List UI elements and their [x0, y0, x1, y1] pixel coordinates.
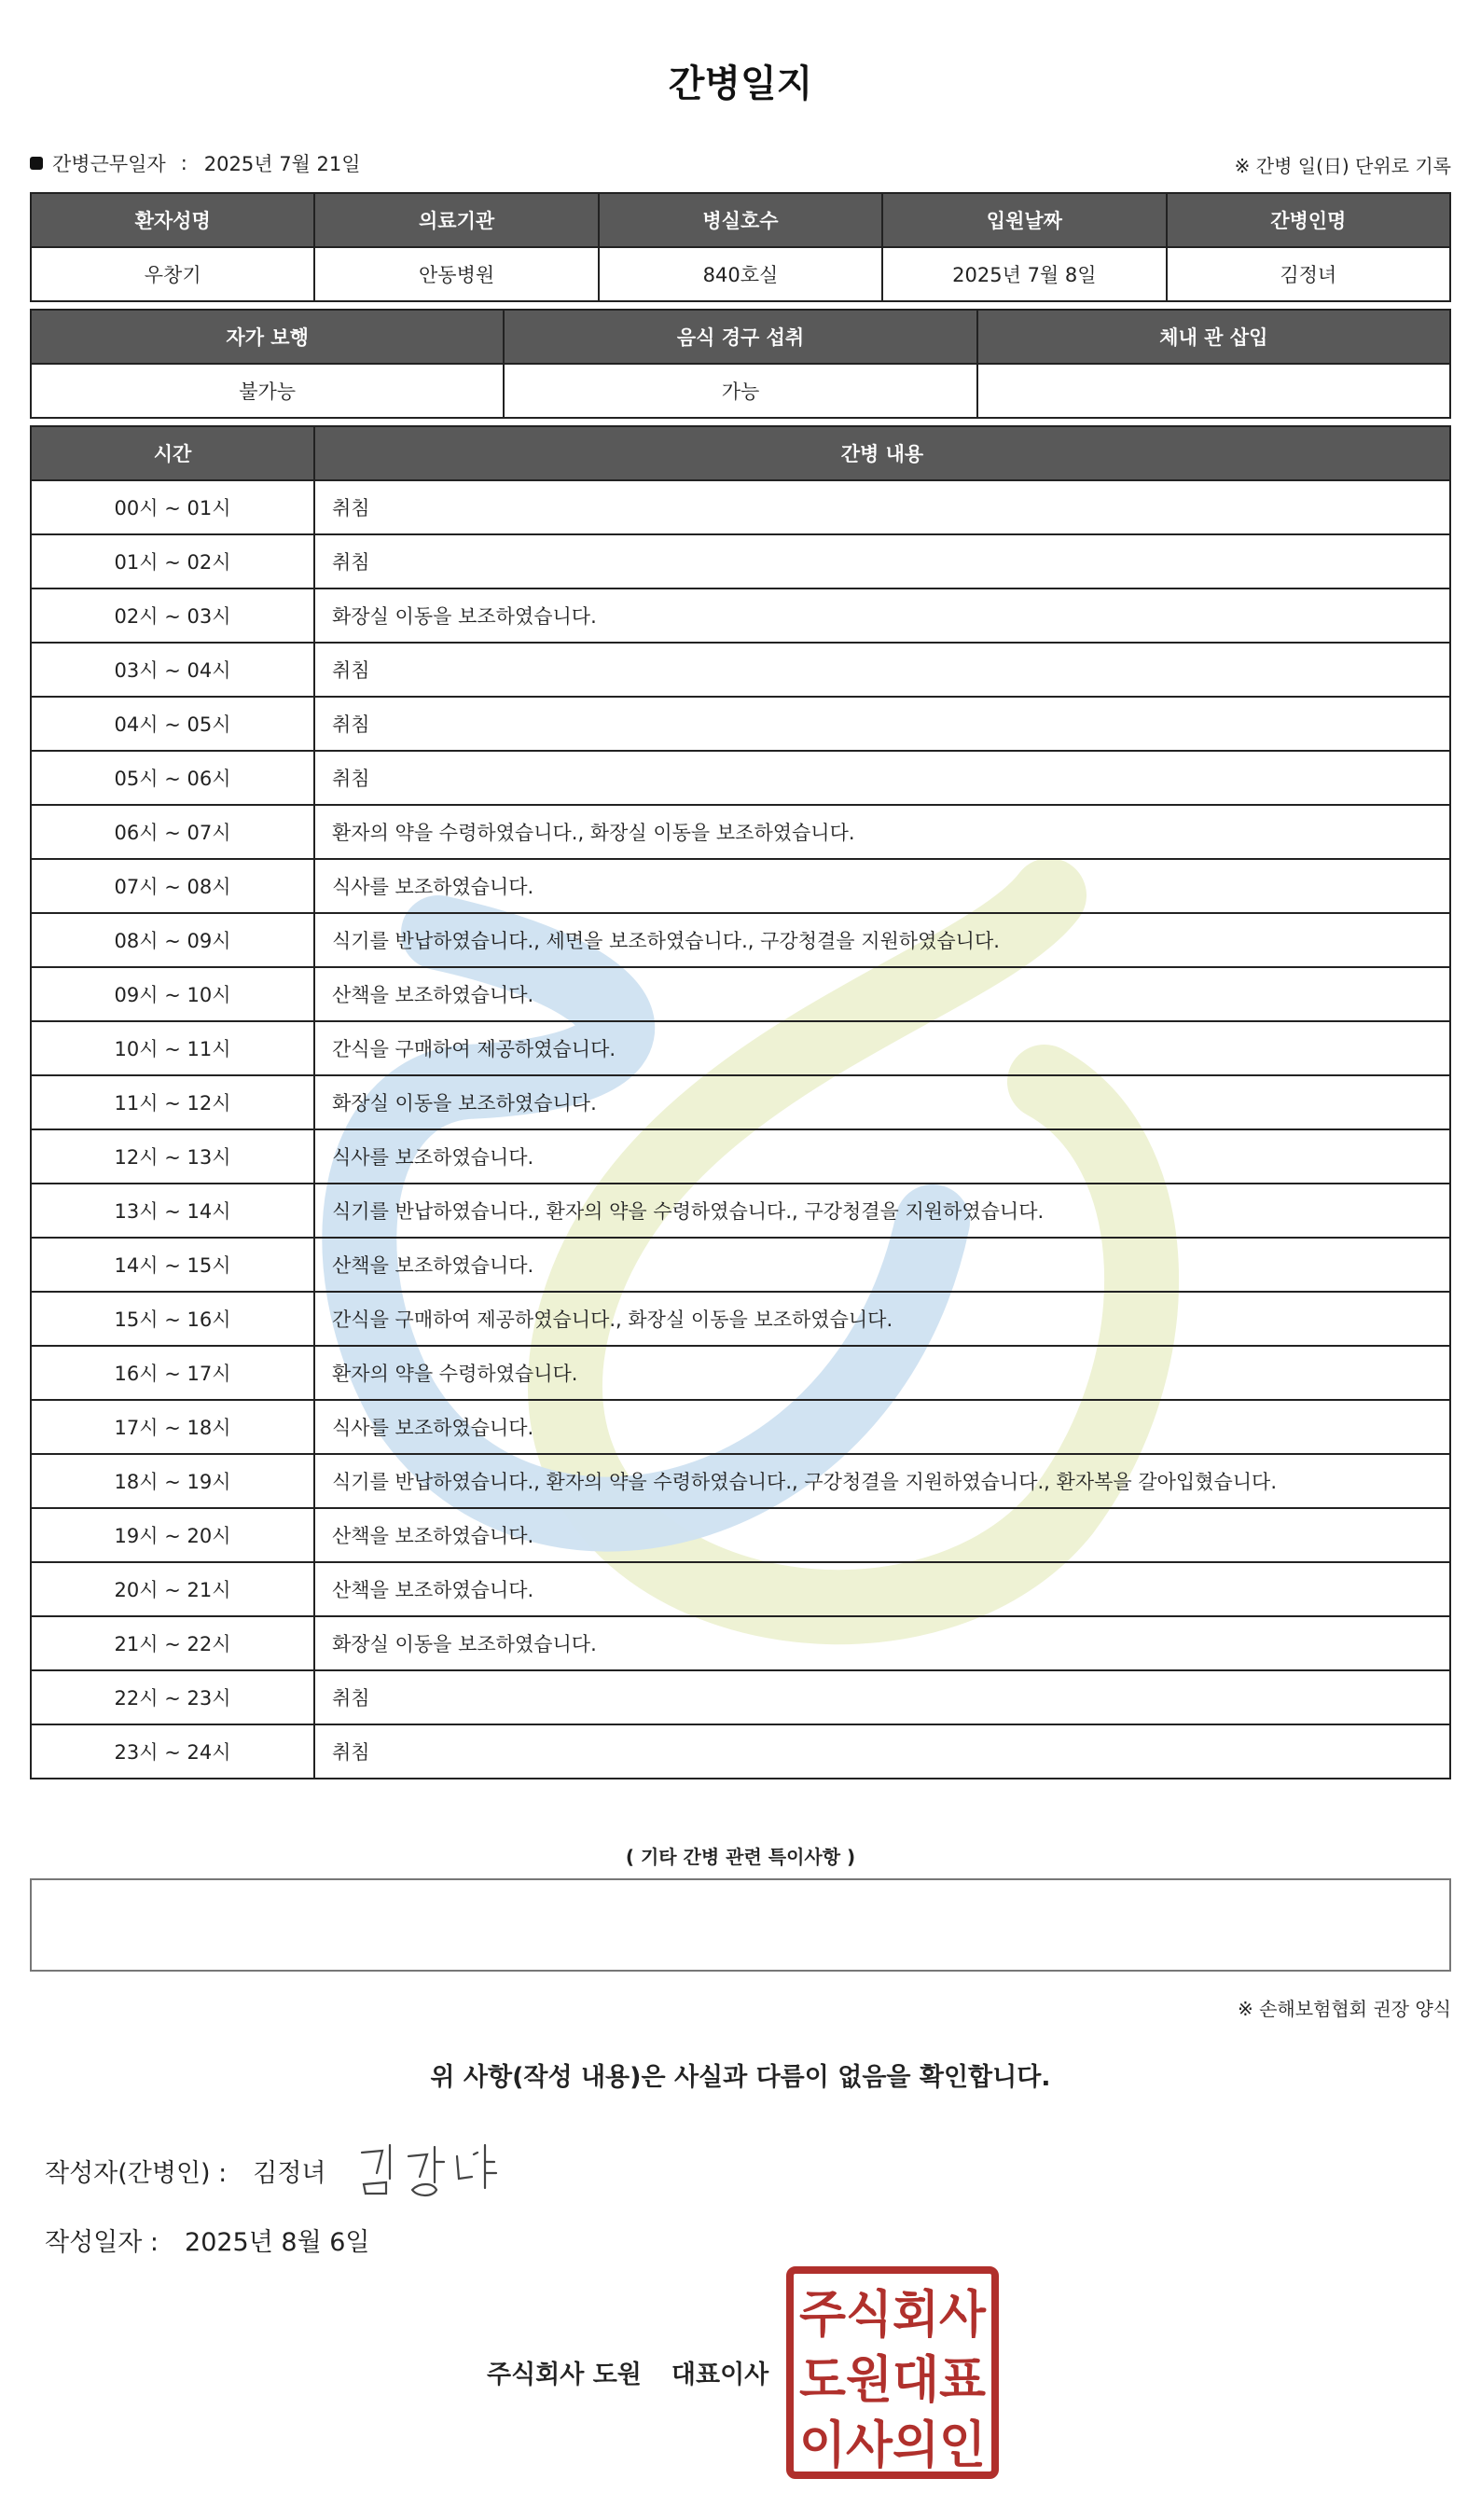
care-log-table [30, 425, 1451, 1779]
patient-info-table [30, 192, 1451, 302]
care-content-cell: 화장실 이동을 보조하였습니다. [314, 1616, 1450, 1670]
time-cell: 20시 ~ 21시 [31, 1562, 314, 1616]
writer-name: 김정녀 [253, 2159, 326, 2188]
care-content-cell: 식기를 반납하였습니다., 환자의 약을 수령하였습니다., 구강청결을 지원하였습니다., 환자복을 갈아입혔습니다. [314, 1454, 1450, 1508]
bullet-icon [30, 157, 43, 170]
time-cell: 22시 ~ 23시 [31, 1670, 314, 1724]
table-row [31, 1346, 1450, 1400]
care-content-cell: 화장실 이동을 보조하였습니다. [314, 588, 1450, 643]
care-content-cell: 식사를 보조하였습니다. [314, 859, 1450, 913]
company-name: 주식회사 도원 [487, 2361, 642, 2389]
table-row [31, 751, 1450, 805]
care-content-cell: 화장실 이동을 보조하였습니다. [314, 1075, 1450, 1129]
time-cell: 18시 ~ 19시 [31, 1454, 314, 1508]
care-content-cell: 환자의 약을 수령하였습니다., 화장실 이동을 보조하였습니다. [314, 805, 1450, 859]
company-seal [786, 2266, 999, 2479]
work-date [30, 149, 361, 177]
table-row [31, 1400, 1450, 1454]
header-caregiver: 간병인명 [1167, 193, 1450, 247]
remarks-text [32, 1880, 1449, 1910]
table-row [31, 805, 1450, 859]
admission-date: 2025년 7월 8일 [882, 247, 1166, 301]
time-cell: 09시 ~ 10시 [31, 967, 314, 1021]
time-cell: 02시 ~ 03시 [31, 588, 314, 643]
time-cell: 14시 ~ 15시 [31, 1238, 314, 1292]
table-row [31, 534, 1450, 588]
time-cell: 13시 ~ 14시 [31, 1184, 314, 1238]
header-tube-insertion: 체내 관 삽입 [977, 310, 1450, 364]
header-walking: 자가 보행 [31, 310, 504, 364]
tube-insertion-status [977, 364, 1450, 418]
remarks-title: ( 기타 간병 관련 특이사항 ) [625, 1846, 856, 1868]
svg-text:이사의인: 이사의인 [799, 2416, 986, 2474]
care-content-cell: 취침 [314, 751, 1450, 805]
table-row [31, 859, 1450, 913]
care-content-cell: 산책을 보조하였습니다. [314, 1238, 1450, 1292]
care-content-cell: 취침 [314, 1670, 1450, 1724]
patient-name: 우창기 [31, 247, 314, 301]
table-row [31, 1184, 1450, 1238]
walking-status: 불가능 [31, 364, 504, 418]
care-content-cell: 취침 [314, 534, 1450, 588]
care-content-cell: 간식을 구매하여 제공하였습니다., 화장실 이동을 보조하였습니다. [314, 1292, 1450, 1346]
table-row [31, 1129, 1450, 1184]
header-patient-name: 환자성명 [31, 193, 314, 247]
time-cell: 10시 ~ 11시 [31, 1021, 314, 1075]
time-cell: 05시 ~ 06시 [31, 751, 314, 805]
care-content-cell: 취침 [314, 1724, 1450, 1779]
header-admission-date: 입원날짜 [882, 193, 1166, 247]
remarks-box [30, 1878, 1451, 1972]
write-date-value: 2025년 8월 6일 [185, 2228, 370, 2257]
svg-text:도원대표: 도원대표 [799, 2350, 986, 2409]
confirmation-statement: 위 사항(작성 내용)은 사실과 다름이 없음을 확인합니다. [430, 2063, 1051, 2092]
writer-line [45, 2153, 326, 2189]
time-cell: 08시 ~ 09시 [31, 913, 314, 967]
care-content-cell: 산책을 보조하였습니다. [314, 1508, 1450, 1562]
table-row [31, 1562, 1450, 1616]
care-content-cell: 식기를 반납하였습니다., 세면을 보조하였습니다., 구강청결을 지원하였습니다. [314, 913, 1450, 967]
top-note: ※ 간병 일(日) 단위로 기록 [1234, 155, 1451, 177]
care-content-cell: 산책을 보조하였습니다. [314, 1562, 1450, 1616]
care-content-cell: 취침 [314, 643, 1450, 697]
table-row [31, 643, 1450, 697]
care-content-cell: 환자의 약을 수령하였습니다. [314, 1346, 1450, 1400]
care-content-cell: 식사를 보조하였습니다. [314, 1400, 1450, 1454]
table-row [31, 1724, 1450, 1779]
table-row [31, 1238, 1450, 1292]
table-row [31, 1616, 1450, 1670]
table-row [31, 1670, 1450, 1724]
care-content-cell: 식사를 보조하였습니다. [314, 1129, 1450, 1184]
care-content-cell: 식기를 반납하였습니다., 환자의 약을 수령하였습니다., 구강청결을 지원하였습니다. [314, 1184, 1450, 1238]
table-row [31, 1292, 1450, 1346]
hospital: 안동병원 [314, 247, 598, 301]
time-cell: 00시 ~ 01시 [31, 480, 314, 534]
header-hospital: 의료기관 [314, 193, 598, 247]
time-cell: 01시 ~ 02시 [31, 534, 314, 588]
time-cell: 19시 ~ 20시 [31, 1508, 314, 1562]
time-cell: 17시 ~ 18시 [31, 1400, 314, 1454]
work-date-separator: : [180, 152, 187, 174]
care-content-cell: 취침 [314, 697, 1450, 751]
oral-intake-status: 가능 [504, 364, 976, 418]
table-row [31, 967, 1450, 1021]
time-cell: 07시 ~ 08시 [31, 859, 314, 913]
table-row [31, 1075, 1450, 1129]
time-cell: 03시 ~ 04시 [31, 643, 314, 697]
time-cell: 12시 ~ 13시 [31, 1129, 314, 1184]
time-cell: 23시 ~ 24시 [31, 1724, 314, 1779]
company-ceo-title: 대표이사 [671, 2361, 769, 2389]
care-content-cell: 취침 [314, 480, 1450, 534]
care-content-cell: 산책을 보조하였습니다. [314, 967, 1450, 1021]
caregiver-name: 김정녀 [1167, 247, 1450, 301]
time-cell: 21시 ~ 22시 [31, 1616, 314, 1670]
work-date-label: 간병근무일자 [52, 153, 166, 175]
table-row [31, 588, 1450, 643]
table-row [31, 697, 1450, 751]
care-content-cell: 간식을 구매하여 제공하였습니다. [314, 1021, 1450, 1075]
company-line [487, 2354, 768, 2390]
time-cell: 04시 ~ 05시 [31, 697, 314, 751]
writer-label: 작성자(간병인) : [45, 2159, 228, 2188]
write-date-label: 작성일자 : [45, 2228, 159, 2257]
header-room: 병실호수 [599, 193, 882, 247]
document-title: 간병일지 [668, 62, 813, 105]
header-time: 시간 [31, 426, 314, 480]
time-cell: 15시 ~ 16시 [31, 1292, 314, 1346]
handwritten-signature [354, 2136, 522, 2201]
room-number: 840호실 [599, 247, 882, 301]
table-row [31, 480, 1450, 534]
header-oral-intake: 음식 경구 섭취 [504, 310, 976, 364]
table-row [31, 1021, 1450, 1075]
table-row [31, 1454, 1450, 1508]
patient-status-table [30, 309, 1451, 419]
time-cell: 06시 ~ 07시 [31, 805, 314, 859]
work-date-value: 2025년 7월 21일 [203, 153, 361, 175]
bottom-note: ※ 손해보험협회 권장 양식 [1237, 1998, 1451, 2020]
svg-text:주식회사: 주식회사 [799, 2285, 987, 2344]
write-date-line [45, 2222, 370, 2258]
table-row [31, 1508, 1450, 1562]
time-cell: 16시 ~ 17시 [31, 1346, 314, 1400]
header-care-content: 간병 내용 [314, 426, 1450, 480]
table-row [31, 913, 1450, 967]
time-cell: 11시 ~ 12시 [31, 1075, 314, 1129]
